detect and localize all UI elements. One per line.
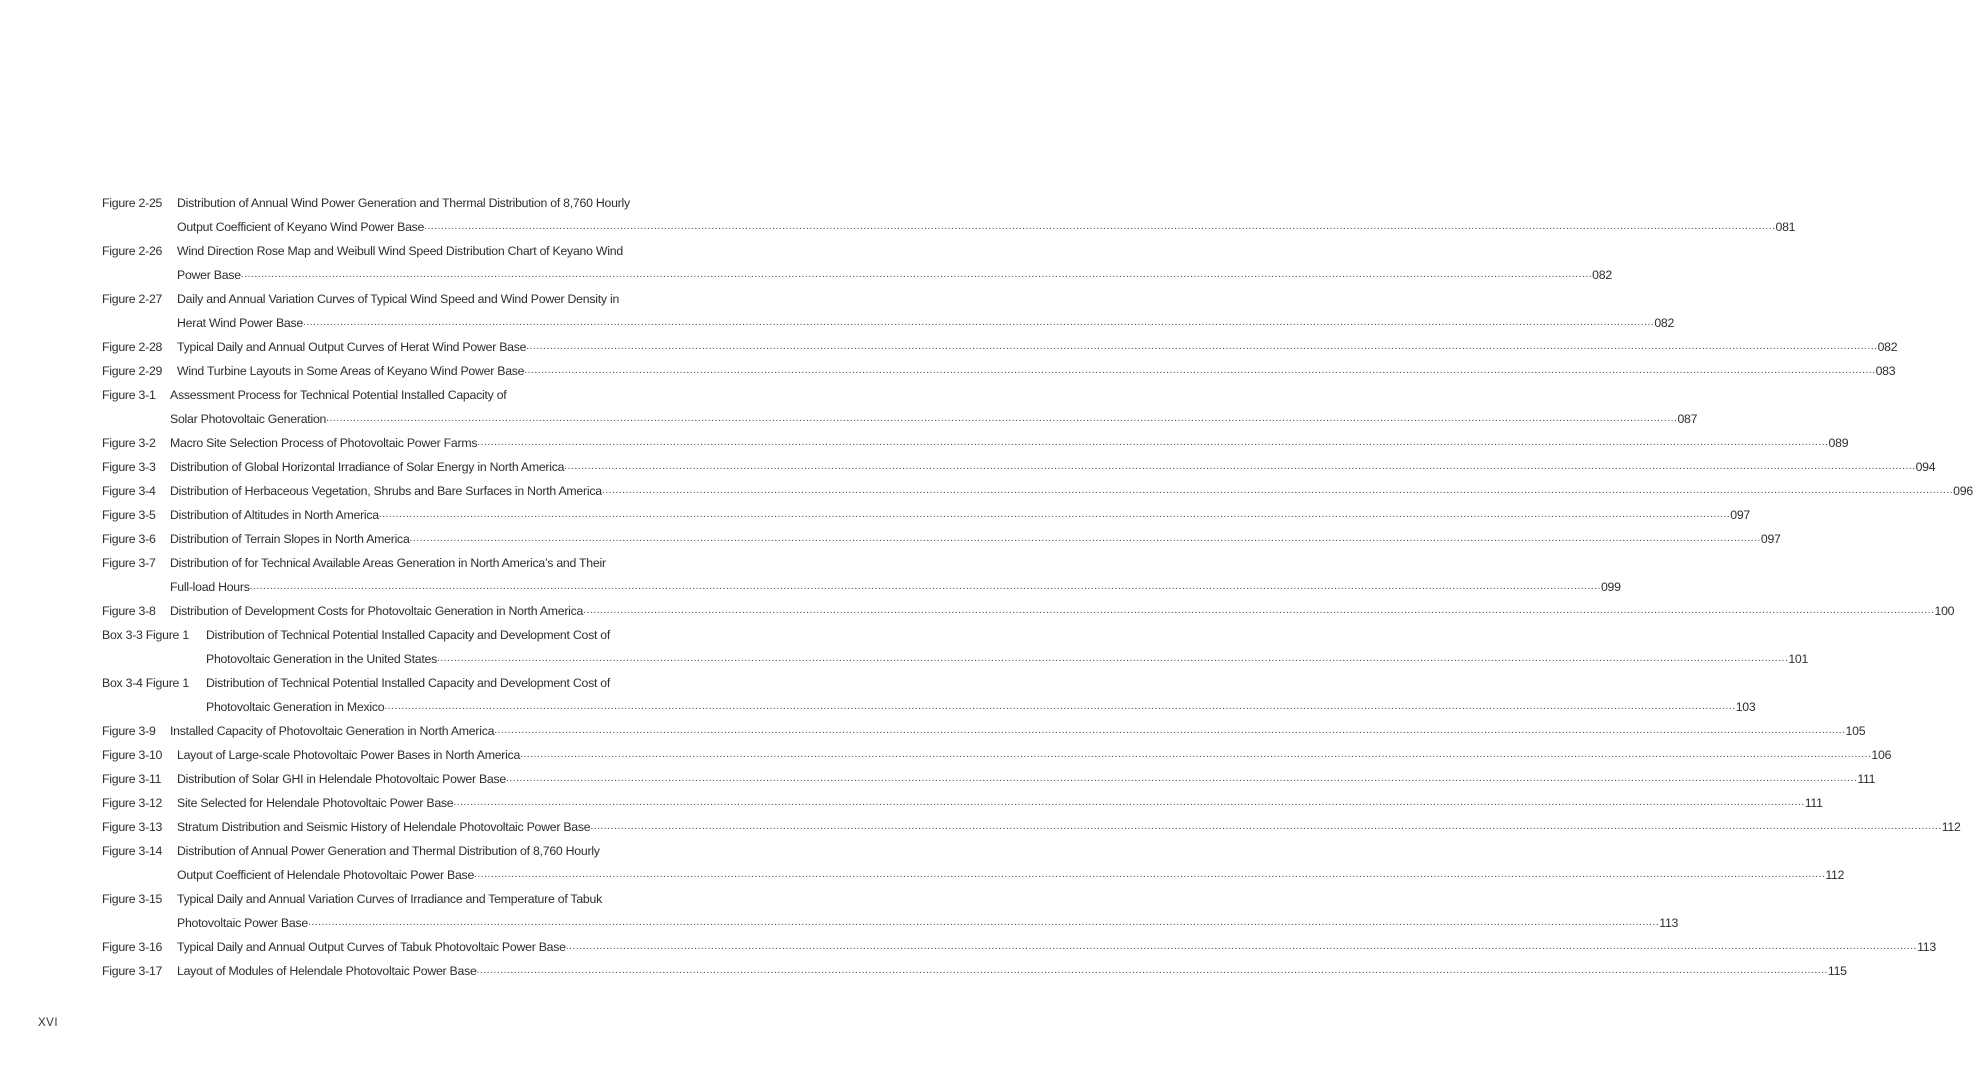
figure-title-last-line	[177, 935, 1936, 959]
page-number: XVI	[38, 1017, 59, 1029]
figure-label: Figure 3-10	[102, 748, 163, 762]
figure-title-last-line	[206, 647, 1809, 671]
figure-label: Figure 3-14	[102, 844, 163, 858]
figure-label: Figure 3-12	[102, 796, 163, 810]
figure-title-text: Installed Capacity of Photovoltaic Generation in North America	[170, 724, 495, 738]
figure-title-last-line	[177, 815, 1961, 839]
leader-dots: ................................................................................................................................................................................................................................................................................................................................................................................................................	[474, 869, 1826, 880]
page-ref[interactable]: 106	[1871, 748, 1892, 762]
figure-title-last-line	[177, 791, 1823, 815]
leader-dots: ................................................................................................................................................................................................................................................................................................................................................................................................................	[384, 701, 1736, 712]
figure-title-text: Distribution of Terrain Slopes in North America	[170, 532, 410, 546]
figure-title-last-line	[170, 431, 1849, 455]
figure-title-last-line	[177, 767, 1876, 791]
toc-entry[interactable]	[102, 383, 1698, 431]
page-ref[interactable]: 094	[1915, 460, 1936, 474]
figure-title-text: Distribution of Altitudes in North America	[170, 508, 379, 522]
figure-title-text: Photovoltaic Generation in Mexico	[206, 700, 385, 714]
figure-label: Figure 3-1	[102, 388, 156, 402]
figure-title-line: Daily and Annual Variation Curves of Typical Wind Speed and Wind Power Density in	[177, 292, 620, 306]
figure-title-text: Distribution of Solar GHI in Helendale Photovoltaic Power Base	[177, 772, 506, 786]
figure-title-last-line	[170, 455, 1936, 479]
page-ref[interactable]: 111	[1804, 796, 1823, 810]
figure-label: Box 3-4 Figure 1	[102, 676, 189, 690]
page-ref[interactable]: 103	[1735, 700, 1756, 714]
figure-label: Figure 3-4	[102, 484, 156, 498]
page-ref[interactable]: 097	[1760, 532, 1781, 546]
leader-dots: ................................................................................................................................................................................................................................................................................................................................................................................................................	[302, 317, 1655, 328]
figure-title-text: Distribution of Herbaceous Vegetation, Shrubs and Bare Surfaces in North America	[170, 484, 602, 498]
page-ref[interactable]: 112	[1825, 868, 1845, 882]
page-ref[interactable]: 113	[1659, 916, 1679, 930]
figure-label: Figure 3-13	[102, 820, 163, 834]
figure-title-line: Distribution of Annual Wind Power Generation and Thermal Distribution of 8,760 Hourly	[177, 196, 630, 210]
toc-entry[interactable]	[102, 287, 1675, 335]
leader-dots: ................................................................................................................................................................................................................................................................................................................................................................................................................	[526, 341, 1878, 352]
figure-label: Figure 3-2	[102, 436, 156, 450]
figure-label: Figure 3-7	[102, 556, 156, 570]
figure-title-last-line	[170, 479, 1973, 503]
figure-title-line: Distribution of for Technical Available Areas Generation in North America’s and Their	[170, 556, 606, 570]
figure-title-line: Distribution of Technical Potential Installed Capacity and Development Cost of	[206, 628, 611, 642]
figure-title-text: Photovoltaic Power Base	[177, 916, 308, 930]
leader-dots: ................................................................................................................................................................................................................................................................................................................................................................................................................	[524, 365, 1876, 376]
toc-entry[interactable]	[102, 719, 1866, 743]
figure-label: Figure 3-15	[102, 892, 163, 906]
toc-entry[interactable]	[102, 551, 1621, 599]
leader-dots: ................................................................................................................................................................................................................................................................................................................................................................................................................	[424, 221, 1776, 232]
toc-entry[interactable]	[102, 335, 1898, 359]
page-ref[interactable]: 115	[1827, 964, 1847, 978]
leader-dots: ................................................................................................................................................................................................................................................................................................................................................................................................................	[494, 725, 1846, 736]
page-ref[interactable]: 105	[1845, 724, 1866, 738]
leader-dots: ................................................................................................................................................................................................................................................................................................................................................................................................................	[240, 269, 1593, 280]
figure-title-last-line	[206, 695, 1756, 719]
figure-title-text: Output Coefficient of Helendale Photovoltaic Power Base	[177, 868, 475, 882]
page-ref[interactable]: 081	[1775, 220, 1796, 234]
page-ref[interactable]: 099	[1600, 580, 1621, 594]
figure-title-text: Solar Photovoltaic Generation	[170, 412, 327, 426]
page-ref[interactable]: 082	[1654, 316, 1675, 330]
figure-title-last-line	[177, 359, 1896, 383]
toc-entry[interactable]	[102, 959, 1847, 983]
toc-entry[interactable]	[102, 791, 1823, 815]
figure-label: Figure 3-5	[102, 508, 156, 522]
page-ref[interactable]: 083	[1875, 364, 1896, 378]
figure-title-last-line	[170, 407, 1698, 431]
figure-label: Box 3-3 Figure 1	[102, 628, 189, 642]
leader-dots: ................................................................................................................................................................................................................................................................................................................................................................................................................	[476, 965, 1828, 976]
figure-title-text: Full-load Hours	[170, 580, 250, 594]
figure-title-text: Photovoltaic Generation in the United States	[206, 652, 437, 666]
figure-title-text: Layout of Large-scale Photovoltaic Power Bases in North America	[177, 748, 521, 762]
toc-entry[interactable]	[102, 887, 1679, 935]
figure-label: Figure 2-27	[102, 292, 163, 306]
figure-title-line: Typical Daily and Annual Variation Curves of Irradiance and Temperature of Tabuk	[177, 892, 602, 906]
figure-label: Figure 3-11	[102, 772, 162, 786]
figure-title-text: Typical Daily and Annual Output Curves of Tabuk Photovoltaic Power Base	[177, 940, 566, 954]
figure-title-text: Wind Turbine Layouts in Some Areas of Keyano Wind Power Base	[177, 364, 525, 378]
figure-title-last-line	[170, 575, 1621, 599]
page-ref[interactable]: 101	[1788, 652, 1809, 666]
leader-dots: ................................................................................................................................................................................................................................................................................................................................................................................................................	[590, 821, 1942, 832]
leader-dots: ................................................................................................................................................................................................................................................................................................................................................................................................................	[601, 485, 1954, 496]
figure-label: Figure 2-25	[102, 196, 163, 210]
figure-label: Figure 3-16	[102, 940, 163, 954]
leader-dots: ................................................................................................................................................................................................................................................................................................................................................................................................................	[307, 917, 1660, 928]
figure-title-last-line	[177, 335, 1898, 359]
figure-title-last-line	[177, 911, 1679, 935]
page-ref[interactable]: 100	[1934, 604, 1955, 618]
leader-dots: ................................................................................................................................................................................................................................................................................................................................................................................................................	[326, 413, 1678, 424]
figure-title-text: Macro Site Selection Process of Photovoltaic Power Farms	[170, 436, 478, 450]
toc-entry[interactable]	[102, 503, 1751, 527]
figure-title-last-line	[177, 311, 1675, 335]
leader-dots: ................................................................................................................................................................................................................................................................................................................................................................................................................	[583, 605, 1935, 616]
figure-label: Figure 3-9	[102, 724, 156, 738]
figure-title-line: Wind Direction Rose Map and Weibull Wind Speed Distribution Chart of Keyano Wind	[177, 244, 623, 258]
figure-title-last-line	[177, 863, 1845, 887]
leader-dots: ................................................................................................................................................................................................................................................................................................................................................................................................................	[409, 533, 1761, 544]
toc-entry[interactable]	[102, 359, 1896, 383]
page-ref[interactable]: 087	[1677, 412, 1698, 426]
toc-entry[interactable]	[102, 239, 1612, 287]
leader-dots: ................................................................................................................................................................................................................................................................................................................................................................................................................	[477, 437, 1829, 448]
toc-entry[interactable]	[102, 191, 1796, 239]
list-of-figures	[102, 191, 1973, 983]
figure-title-last-line	[170, 527, 1781, 551]
figure-title-text: Layout of Modules of Helendale Photovoltaic Power Base	[177, 964, 477, 978]
figure-label: Figure 3-8	[102, 604, 156, 618]
page-ref[interactable]: 112	[1941, 820, 1961, 834]
figure-label: Figure 3-17	[102, 964, 163, 978]
figure-title-last-line	[177, 959, 1847, 983]
figure-title-text: Power Base	[177, 268, 241, 282]
page-ref[interactable]: 113	[1917, 940, 1936, 954]
figure-title-line: Distribution of Annual Power Generation and Thermal Distribution of 8,760 Hourly	[177, 844, 600, 858]
toc-entry[interactable]	[102, 479, 1973, 503]
toc-entry[interactable]	[102, 935, 1936, 959]
figure-title-line: Distribution of Technical Potential Installed Capacity and Development Cost of	[206, 676, 611, 690]
toc-entry[interactable]	[102, 815, 1961, 839]
figure-title-text: Distribution of Global Horizontal Irradiance of Solar Energy in North America	[170, 460, 565, 474]
leader-dots: ................................................................................................................................................................................................................................................................................................................................................................................................................	[564, 461, 1916, 472]
toc-entry[interactable]	[102, 527, 1781, 551]
page-ref[interactable]: 082	[1877, 340, 1898, 354]
leader-dots: ................................................................................................................................................................................................................................................................................................................................................................................................................	[378, 509, 1731, 520]
leader-dots: ................................................................................................................................................................................................................................................................................................................................................................................................................	[520, 749, 1872, 760]
figure-title-text: Distribution of Development Costs for Photovoltaic Generation in North America	[170, 604, 584, 618]
toc-entry[interactable]	[102, 599, 1955, 623]
figure-label: Figure 2-28	[102, 340, 163, 354]
figure-label: Figure 2-26	[102, 244, 163, 258]
figure-title-last-line	[177, 263, 1612, 287]
figure-title-text: Stratum Distribution and Seismic History of Helendale Photovoltaic Power Base	[177, 820, 591, 834]
leader-dots: ................................................................................................................................................................................................................................................................................................................................................................................................................	[249, 581, 1601, 592]
figure-label: Figure 3-6	[102, 532, 156, 546]
figure-title-last-line	[170, 503, 1751, 527]
toc-entry[interactable]	[102, 431, 1849, 455]
page-ref[interactable]: 089	[1828, 436, 1849, 450]
figure-title-line: Assessment Process for Technical Potential Installed Capacity of	[170, 388, 507, 402]
toc-entry[interactable]	[102, 839, 1845, 887]
toc-entry[interactable]	[102, 671, 1756, 719]
page-ref[interactable]: 111	[1857, 772, 1876, 786]
figure-title-text: Herat Wind Power Base	[177, 316, 303, 330]
figure-title-last-line	[177, 743, 1892, 767]
leader-dots: ................................................................................................................................................................................................................................................................................................................................................................................................................	[437, 653, 1789, 664]
figure-title-last-line	[177, 215, 1796, 239]
toc-entry[interactable]	[102, 623, 1809, 671]
page-ref[interactable]: 096	[1953, 484, 1973, 498]
toc-entry[interactable]	[102, 767, 1876, 791]
leader-dots: ................................................................................................................................................................................................................................................................................................................................................................................................................	[506, 773, 1858, 784]
figure-label: Figure 3-3	[102, 460, 156, 474]
leader-dots: ................................................................................................................................................................................................................................................................................................................................................................................................................	[565, 941, 1918, 952]
page-ref[interactable]: 082	[1592, 268, 1612, 282]
figure-title-last-line	[170, 599, 1955, 623]
toc-entry[interactable]	[102, 455, 1936, 479]
leader-dots: ................................................................................................................................................................................................................................................................................................................................................................................................................	[453, 797, 1805, 808]
figure-title-text: Typical Daily and Annual Output Curves of Herat Wind Power Base	[177, 340, 527, 354]
page-ref[interactable]: 097	[1730, 508, 1751, 522]
figure-title-text: Site Selected for Helendale Photovoltaic Power Base	[177, 796, 454, 810]
figure-title-last-line	[170, 719, 1866, 743]
figure-label: Figure 2-29	[102, 364, 163, 378]
figure-title-text: Output Coefficient of Keyano Wind Power Base	[177, 220, 425, 234]
toc-entry[interactable]	[102, 743, 1892, 767]
